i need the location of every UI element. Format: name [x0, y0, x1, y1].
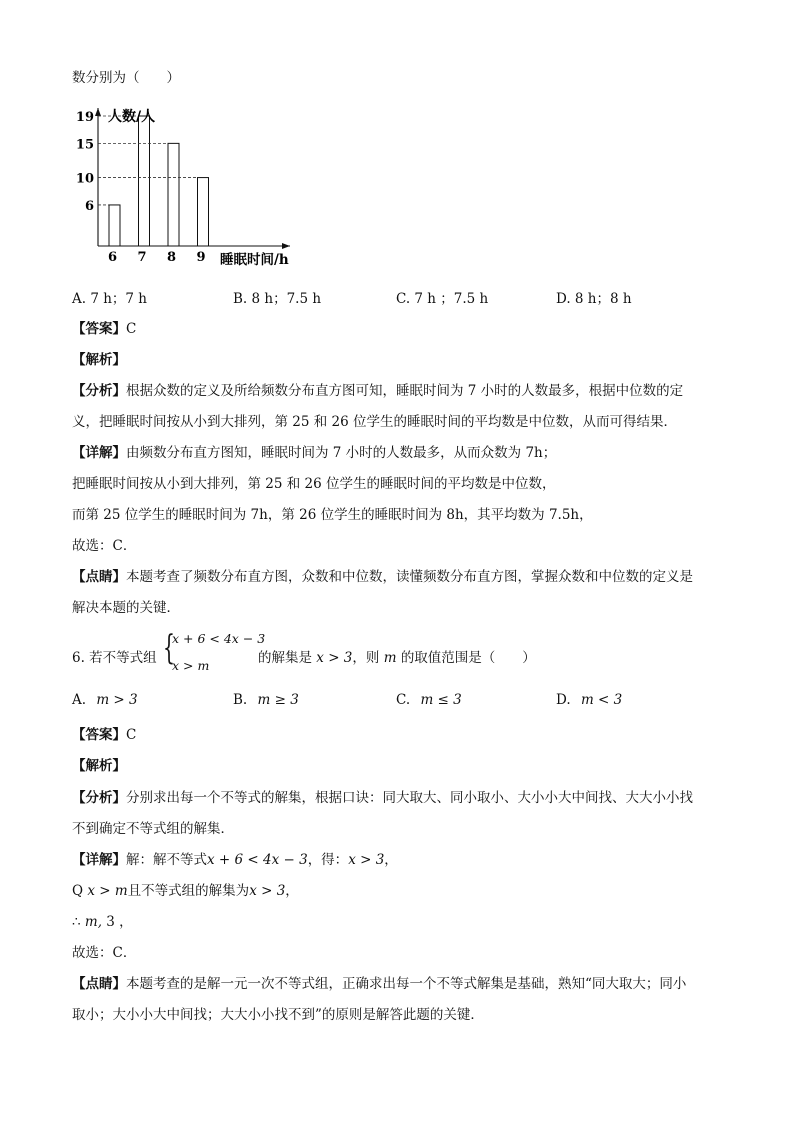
q6-option-b-label: B.	[233, 692, 248, 708]
q6-xj-result: x > 3	[348, 852, 385, 868]
q6-therefore-end: ，	[119, 914, 133, 930]
q6-option-d-math: m < 3	[580, 692, 623, 708]
q6-xj-prefix: 解：解不等式	[126, 852, 207, 868]
q6-system-brace: {	[163, 628, 175, 668]
q6-answer-line	[72, 723, 136, 743]
q6-because-end: ，	[285, 883, 299, 899]
q5-xiangjie-line3: 而第 25 位学生的睡眠时间为 7h，第 26 位学生的睡眠时间为 8h，其平均数为 7.5h，	[72, 507, 593, 523]
q5-dianjing-label: 【点睛】	[72, 569, 126, 585]
q6-dianjing-label: 【点睛】	[72, 976, 126, 992]
q6-xiangjie-line1	[72, 848, 398, 868]
y-tick-10: 10	[75, 171, 94, 187]
q6-answer-label: 【答案】	[72, 727, 126, 743]
q6-option-a[interactable]	[72, 692, 138, 708]
q6-variable: m	[383, 650, 397, 666]
q6-option-b-math: m ≥ 3	[257, 692, 299, 708]
q6-therefore-num: 3	[106, 914, 115, 930]
q5-xiangjie-text1: 由频数分布直方图知，睡眠时间为 7 小时的人数最多，从而众数为 7h；	[126, 445, 557, 461]
q6-dianjing-line2: 取小；大小小大中间找；大大小小找不到”的原则是解答此题的关键．	[72, 1007, 484, 1023]
q5-answer-line	[72, 317, 136, 337]
sleep-histogram	[72, 100, 312, 270]
q5-xiangjie-line1	[72, 441, 556, 461]
q6-xj-inequality: x + 6 < 4x − 3	[207, 852, 308, 868]
q6-dianjing-line1	[72, 972, 686, 992]
q6-answer-value: C	[126, 727, 137, 743]
q6-condition: x > 3	[316, 650, 353, 666]
q6-option-b[interactable]	[233, 692, 299, 708]
q6-fenxi-text1: 分别求出每一个不等式的解集，根据口诀：同大取大、同小取小、大小小大中间找、大大小小找	[126, 790, 693, 806]
q6-option-d[interactable]	[556, 692, 622, 708]
q6-therefore-math: m,	[84, 914, 102, 930]
q6-system-line1: x + 6 < 4x − 3	[172, 631, 266, 646]
q6-because-line	[72, 879, 299, 899]
q6-therefore-symbol: ∴	[72, 914, 81, 930]
y-tick-19: 19	[75, 110, 94, 125]
q6-because-math: x > m	[87, 883, 128, 899]
y-tick-15: 15	[75, 137, 94, 153]
x-tick-7: 7	[137, 250, 147, 265]
q5-option-d[interactable]: D. 8 h；8 h	[556, 291, 632, 307]
q6-dianjing-text1: 本题考查的是解一元一次不等式组，正确求出每一个不等式解集是基础，熟知“同大取大；同小	[126, 976, 687, 992]
q6-option-a-math: m > 3	[96, 692, 138, 708]
q6-xj-end: ，	[384, 852, 398, 868]
y-axis-arrow	[95, 108, 101, 116]
q6-because-mid: 且不等式组的解集为	[127, 883, 250, 899]
q5-answer-label: 【答案】	[72, 321, 126, 337]
q6-option-a-label: A.	[72, 692, 87, 708]
bar-8	[168, 143, 179, 246]
q6-option-c[interactable]	[396, 692, 462, 708]
q6-option-c-label: C.	[396, 692, 411, 708]
q6-fenxi-line1	[72, 786, 693, 806]
q5-option-c[interactable]: C. 7 h ；7.5 h	[396, 291, 489, 307]
q6-tail-text: 的取值范围是（ ）	[400, 650, 536, 666]
x-axis-label: 睡眠时间/h	[220, 252, 289, 268]
y-axis-label: 人数/人	[108, 109, 156, 125]
x-axis-arrow	[282, 243, 290, 249]
x-tick-9: 9	[196, 250, 206, 265]
q5-answer-value: C	[126, 321, 137, 337]
q6-because-symbol: Q	[72, 883, 84, 899]
q5-fenxi-line2: 义，把睡眠时间按从小到大排列，第 25 和 26 位学生的睡眠时间的平均数是中位数，从而可得结果．	[72, 414, 678, 430]
q6-option-c-math: m ≤ 3	[420, 692, 462, 708]
bar-6	[109, 205, 120, 246]
q5-xiangjie-label: 【详解】	[72, 445, 126, 461]
q6-mid-text: 的解集是	[258, 650, 312, 666]
q5-stem-tail: 数分别为（ ）	[72, 70, 180, 86]
x-tick-6: 6	[107, 250, 118, 265]
bar-7	[139, 116, 150, 246]
q5-option-b[interactable]: B. 8 h；7.5 h	[233, 291, 322, 307]
q6-system-line2: x > m	[172, 658, 210, 673]
bar-9	[198, 178, 209, 246]
q6-xj-mid: ，得：	[307, 852, 349, 868]
q6-because-result: x > 3	[249, 883, 286, 899]
q6-choose: 故选：C．	[72, 945, 137, 961]
q6-number: 6. 若不等式组	[72, 650, 157, 666]
q6-xiangjie-label: 【详解】	[72, 852, 126, 868]
q6-analysis-label: 【解析】	[72, 758, 126, 774]
q6-fenxi-label: 【分析】	[72, 790, 126, 806]
q6-therefore-line	[72, 910, 133, 930]
q5-dianjing-line2: 解决本题的关键．	[72, 600, 180, 616]
q6-mid-text2: ，则	[352, 650, 380, 666]
q5-fenxi-line1	[72, 379, 683, 399]
y-tick-6: 6	[84, 198, 94, 214]
q6-stem-mid	[258, 646, 536, 666]
q5-dianjing-line1	[72, 565, 693, 585]
x-tick-8: 8	[166, 250, 177, 265]
q5-xiangjie-line2: 把睡眠时间按从小到大排列，第 25 和 26 位学生的睡眠时间的平均数是中位数，	[72, 476, 556, 492]
q5-dianjing-text1: 本题考查了频数分布直方图，众数和中位数，读懂频数分布直方图，掌握众数和中位数的定义是	[126, 569, 693, 585]
q5-choose: 故选：C．	[72, 538, 137, 554]
q6-fenxi-line2: 不到确定不等式组的解集．	[72, 821, 234, 837]
q5-analysis-label: 【解析】	[72, 352, 126, 368]
q5-fenxi-label: 【分析】	[72, 383, 126, 399]
q5-option-a[interactable]: A. 7 h；7 h	[72, 291, 147, 307]
q5-fenxi-text1: 根据众数的定义及所给频数分布直方图可知，睡眠时间为 7 小时的人数最多，根据中位数的定	[126, 383, 684, 399]
q6-option-d-label: D.	[556, 692, 571, 708]
